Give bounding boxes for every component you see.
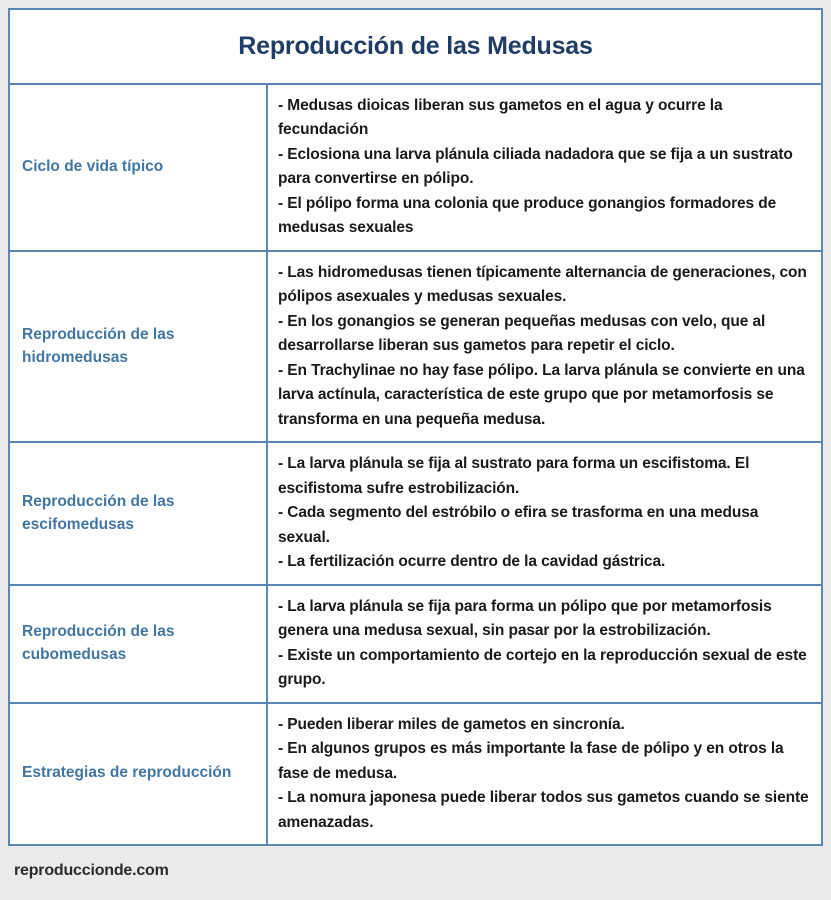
bullet-line: - La larva plánula se fija para forma un pólipo que por metamorfosis genera una medusa sexual, sin pasar por la estrobilización. [278, 597, 772, 640]
bullet-line: - En los gonangios se generan pequeñas medusas con velo, que al desarrollarse liberan sus gametos para repetir el ciclo. [278, 312, 766, 355]
row-label-cell [10, 704, 268, 844]
row-label-cell [10, 85, 268, 250]
row-label: Reproducción de las hidromedusas [22, 325, 175, 366]
table-row [10, 85, 821, 252]
row-content-cell [268, 704, 821, 844]
source-watermark: reproduccionde.com [14, 862, 169, 879]
row-content-cell [268, 252, 821, 441]
reproduction-table [8, 8, 823, 846]
row-label: Ciclo de vida típico [22, 157, 164, 175]
bullet-line: - Las hidromedusas tienen típicamente alternancia de generaciones, con pólipos asexuales y medusas sexuales. [278, 263, 807, 306]
page-title: Reproducción de las Medusas [238, 32, 593, 60]
bullet-line: - Cada segmento del estróbilo o efira se trasforma en una medusa sexual. [278, 504, 759, 546]
table-row [10, 704, 821, 844]
row-content-cell [268, 85, 821, 250]
bullet-line: - En Trachylinae no hay fase pólipo. La larva plánula se convierte en una larva actínula, característica de este grupo que por metamorfosis se transforma en una pequeña medusa. [278, 361, 805, 428]
row-label-cell [10, 443, 268, 583]
bullet-line: - La fertilización ocurre dentro de la cavidad gástrica. [278, 553, 666, 571]
bullet-line: - Existe un comportamiento de cortejo en la reproducción sexual de este grupo. [278, 646, 807, 689]
table-row [10, 586, 821, 704]
row-label: Estrategias de reproducción [22, 764, 232, 782]
table-row [10, 443, 821, 585]
row-label-cell [10, 586, 268, 702]
table-row [10, 252, 821, 443]
bullet-line: - La larva plánula se fija al sustrato para forma un escifistoma. El escifistoma sufre estrobilización. [278, 455, 750, 497]
bullet-line: - Medusas dioicas liberan sus gametos en el agua y ocurre la fecundación [278, 97, 723, 139]
bullet-line: - Eclosiona una larva plánula ciliada nadadora que se fija a un sustrato para convertirse en pólipo. [278, 145, 793, 188]
bullet-line: - Pueden liberar miles de gametos en sincronía. [278, 715, 625, 733]
table-title-row [10, 10, 821, 85]
bullet-line: - En algunos grupos es más importante la fase de pólipo y en otros la fase de medusa. [278, 740, 784, 782]
bullet-line: - La nomura japonesa puede liberar todos sus gametos cuando se siente amenazadas. [278, 789, 809, 831]
row-content-cell [268, 586, 821, 702]
row-label: Reproducción de las cubomedusas [22, 622, 175, 663]
row-content-cell [268, 443, 821, 583]
row-label: Reproducción de las escifomedusas [22, 492, 175, 533]
row-label-cell [10, 252, 268, 441]
bullet-line: - El pólipo forma una colonia que produce gonangios formadores de medusas sexuales [278, 194, 777, 237]
